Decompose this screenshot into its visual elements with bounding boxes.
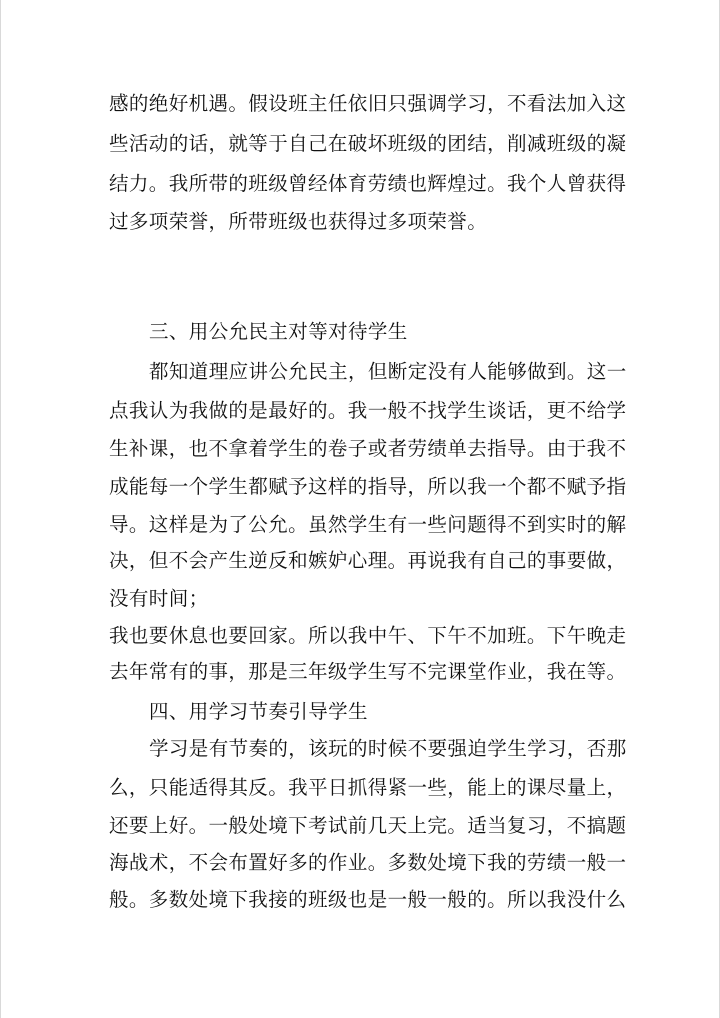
text-line: 感的绝好机遇。假设班主任依旧只强调学习，不看法加入这: [109, 92, 627, 115]
text-line: 决，但不会产生逆反和嫉妒心理。再说我有自己的事要做，: [109, 549, 627, 572]
text-line: 么，只能适得其反。我平日抓得紧一些，能上的课尽量上，: [109, 776, 627, 799]
text-line: 学习是有节奏的，该玩的时候不要强迫学生学习，否那: [149, 737, 627, 760]
text-line: 我也要休息也要回家。所以我中午、下午不加班。下午晚走: [109, 624, 627, 647]
text-line: 结力。我所带的班级曾经体育劳绩也辉煌过。我个人曾获得: [109, 172, 627, 195]
text-line: 些活动的话，就等于自己在破坏班级的团结，削减班级的凝: [109, 132, 627, 155]
text-line: 成能每一个学生都赋予这样的指导，所以我一个都不赋予指: [109, 475, 627, 498]
text-line: 导。这样是为了公允。虽然学生有一些问题得不到实时的解: [109, 513, 627, 536]
text-line: 生补课，也不拿着学生的卷子或者劳绩单去指导。由于我不: [109, 437, 627, 460]
text-line: 过多项荣誉，所带班级也获得过多项荣誉。: [109, 210, 488, 233]
text-line: 点我认为我做的是最好的。我一般不找学生谈话，更不给学: [109, 399, 627, 422]
text-line: 去年常有的事，那是三年级学生写不完课堂作业，我在等。: [109, 660, 627, 683]
text-line: 般。多数处境下我接的班级也是一般一般的。所以我没什么: [109, 888, 627, 911]
text-line: 还要上好。一般处境下考试前几天上完。适当复习，不搞题: [109, 814, 627, 837]
section-heading-3: 三、用公允民主对等对待学生: [149, 320, 408, 343]
section-heading-4: 四、用学习节奏引导学生: [149, 700, 368, 723]
text-line: 都知道理应讲公允民主，但断定没有人能够做到。这一: [149, 360, 627, 383]
text-line: 没有时间；: [109, 587, 209, 610]
text-line: 海战术，不会布置好多的作业。多数处境下我的劳绩一般一: [109, 851, 627, 874]
